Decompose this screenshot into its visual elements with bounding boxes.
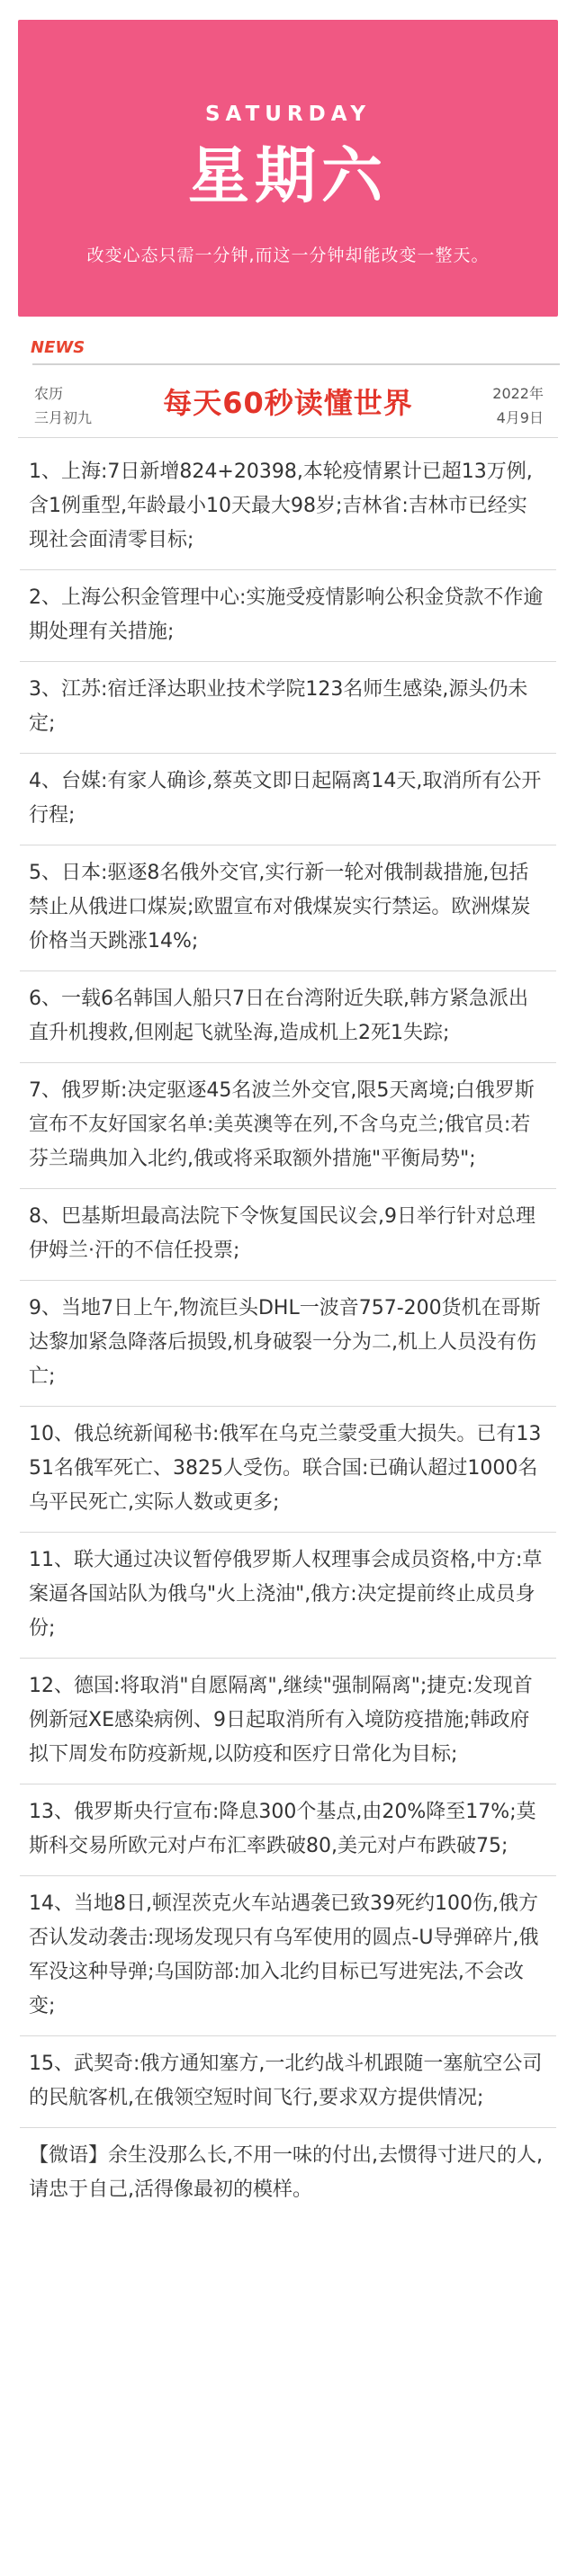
day-banner bbox=[18, 20, 558, 317]
page-title: 每天60秒读懂世界 bbox=[163, 386, 413, 420]
banner-motto: 改变心态只需一分钟,而这一分钟却能改变一整天。 bbox=[86, 246, 490, 265]
weekday-chinese: 星期六 bbox=[187, 141, 388, 212]
news-item-1: 1、上海:7日新增824+20398,本轮疫情累计已超13万例,含1例重型,年龄最小10天最大98岁;吉林省:吉林市已经实现社会面清零目标; bbox=[20, 444, 556, 570]
news-underline bbox=[32, 363, 560, 365]
lunar-label: 农历 bbox=[34, 385, 64, 402]
quote-of-the-day: 【微语】余生没那么长,不用一味的付出,去惯得寸进尺的人,请忠于自己,活得像最初的模样。 bbox=[29, 2144, 543, 2201]
news-item-3: 3、江苏:宿迁泽达职业技术学院123名师生感染,源头仍未定; bbox=[20, 662, 556, 754]
lunar-day: 三月初九 bbox=[34, 409, 93, 426]
weekday-english: SATURDAY bbox=[204, 103, 371, 126]
gregorian-month-day: 4月9日 bbox=[496, 409, 544, 426]
news-item-9: 9、当地7日上午,物流巨头DHL一波音757-200货机在哥斯达黎加紧急降落后损毁,机身破裂一分为二,机上人员没有伤亡; bbox=[20, 1281, 556, 1407]
news-item-2: 2、上海公积金管理中心:实施受疫情影响公积金贷款不作逾期处理有关措施; bbox=[20, 570, 556, 662]
news-item-7: 7、俄罗斯:决定驱逐45名波兰外交官,限5天离境;白俄罗斯宣布不友好国家名单:美英澳等在列,不含乌克兰;俄官员:若芬兰瑞典加入北约,俄或将采取额外措施"平衡局势"; bbox=[20, 1063, 556, 1189]
news-list bbox=[20, 444, 556, 2219]
news-item-10: 10、俄总统新闻秘书:俄军在乌克兰蒙受重大损失。已有1351名俄军死亡、3825人受伤。联合国:已确认超过1000名乌平民死亡,实际人数或更多; bbox=[20, 1407, 556, 1533]
news-tag: NEWS bbox=[31, 338, 86, 357]
news-item-6: 6、一载6名韩国人船只7日在台湾附近失联,韩方紧急派出直升机搜救,但刚起飞就坠海,造成机上2死1失踪; bbox=[20, 971, 556, 1063]
gregorian-date bbox=[492, 381, 544, 430]
news-item-4: 4、台媒:有家人确诊,蔡英文即日起隔离14天,取消所有公开行程; bbox=[20, 754, 556, 845]
news-item-13: 13、俄罗斯央行宣布:降息300个基点,由20%降至17%;莫斯科交易所欧元对卢布汇率跌破80,美元对卢布跌破75; bbox=[20, 1784, 556, 1876]
header-divider bbox=[18, 437, 558, 438]
news-item-8: 8、巴基斯坦最高法院下令恢复国民议会,9日举行针对总理伊姆兰·汗的不信任投票; bbox=[20, 1189, 556, 1281]
news-item-14: 14、当地8日,顿涅茨克火车站遇袭已致39死约100伤,俄方否认发动袭击:现场发现只有乌军使用的圆点-U导弹碎片,俄军没这种导弹;乌国防部:加入北约目标已写进宪法,不会改变; bbox=[20, 1876, 556, 2036]
gregorian-year: 2022年 bbox=[492, 385, 544, 402]
news-item-11: 11、联大通过决议暂停俄罗斯人权理事会成员资格,中方:草案逼各国站队为俄乌"火上浇油",俄方:决定提前终止成员身份; bbox=[20, 1533, 556, 1659]
news-item-12: 12、德国:将取消"自愿隔离",继续"强制隔离";捷克:发现首例新冠XE感染病例、9日起取消所有入境防疫措施;韩政府拟下周发布防疫新规,以防疫和医疗日常化为目标; bbox=[20, 1659, 556, 1784]
news-item-5: 5、日本:驱逐8名俄外交官,实行新一轮对俄制裁措施,包括禁止从俄进口煤炭;欧盟宣布对俄煤炭实行禁运。欧洲煤炭价格当天跳涨14%; bbox=[20, 845, 556, 971]
news-item-15: 15、武契奇:俄方通知塞方,一北约战斗机跟随一塞航空公司的民航客机,在俄领空短时间飞行,要求双方提供情况; bbox=[20, 2036, 556, 2128]
